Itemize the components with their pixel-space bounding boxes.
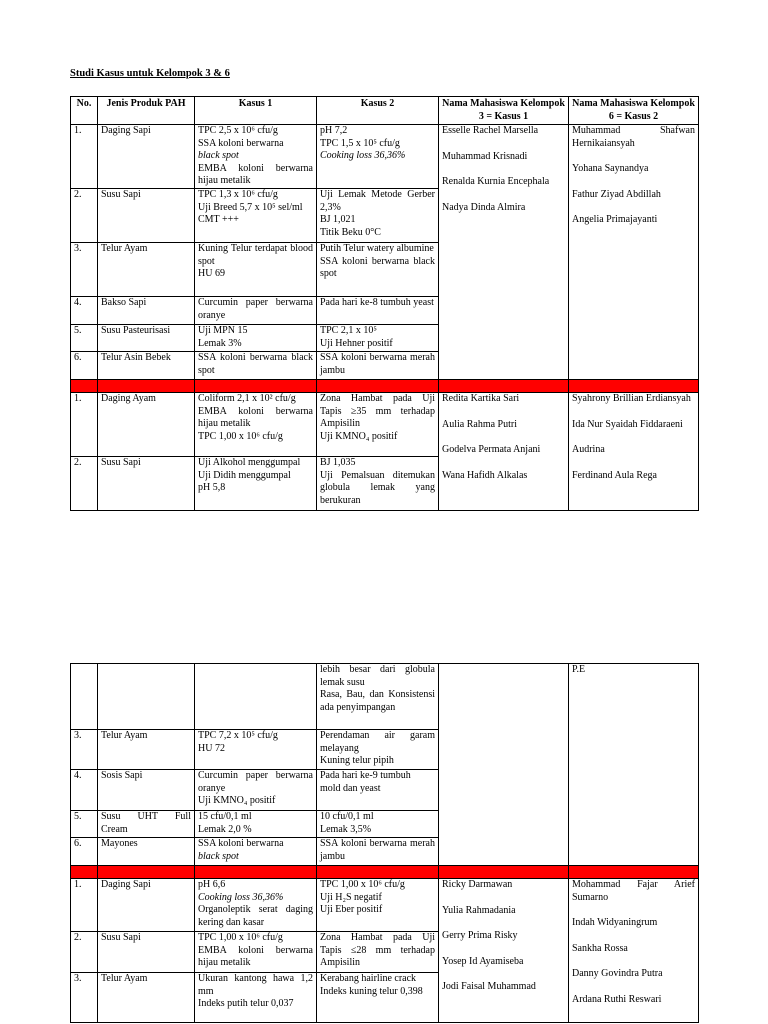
kasus-1-cell: TPC 2,5 x 10⁶ cfu/g SSA koloni berwarna black spot EMBA koloni berwarna hijau metalik	[195, 125, 317, 189]
group-separator	[71, 866, 699, 879]
kelompok-3-names	[439, 125, 569, 380]
row-number: 4.	[71, 770, 98, 811]
kasus-1-cell: TPC 1,00 x 10⁶ cfu/g EMBA koloni berwarna hijau metalik	[195, 932, 317, 973]
row-number: 4.	[71, 297, 98, 325]
product-name: Telur Ayam	[98, 243, 195, 297]
kasus-1-cell: 15 cfu/0,1 ml Lemak 2,0 %	[195, 811, 317, 838]
student-name: Nadya Dinda Almira	[442, 201, 526, 213]
table-row	[71, 393, 699, 457]
kasus-1-cell	[195, 664, 317, 730]
page-title: Studi Kasus untuk Kelompok 3 & 6	[70, 68, 230, 79]
kelompok-3-names	[439, 664, 569, 866]
product-name: Susu Sapi	[98, 457, 195, 511]
product-name: Daging Sapi	[98, 879, 195, 932]
kasus-2-cell: Pada hari ke-8 tumbuh yeast	[317, 297, 439, 325]
kasus-1-cell: Curcumin paper berwarna oranye Uji KMNO₄ positif	[195, 770, 317, 811]
product-name: Bakso Sapi	[98, 297, 195, 325]
kasus-1-cell: Uji Alkohol menggumpal Uji Didih menggumpal pH 5,8	[195, 457, 317, 511]
student-name: P.E	[572, 664, 586, 675]
kasus-2-cell: 10 cfu/0,1 ml Lemak 3,5%	[317, 811, 439, 838]
product-name: Telur Ayam	[98, 730, 195, 770]
product-name: Susu Sapi	[98, 932, 195, 973]
kasus-2-cell: Kerabang hairline crack Indeks kuning telur 0,398	[317, 973, 439, 1023]
row-number: 2.	[71, 932, 98, 973]
product-name: Daging Ayam	[98, 393, 195, 457]
table-row	[71, 879, 699, 932]
kasus-2-cell: TPC 2,1 x 10⁵ Uji Hehner positif	[317, 325, 439, 352]
student-name: Ferdinand Aula Rega	[572, 469, 657, 481]
student-name: Indah Widyaningrum	[572, 917, 658, 928]
kasus-2-cell: pH 7,2 TPC 1,5 x 10⁵ cfu/g Cooking loss 36,36%	[317, 125, 439, 189]
kasus-1-cell: TPC 1,3 x 10⁶ cfu/g Uji Breed 5,7 x 10⁵ sel/ml CMT +++	[195, 189, 317, 243]
student-name: Esselle Rachel Marsella	[442, 125, 539, 136]
row-number: 1.	[71, 393, 98, 457]
kelompok-6-names	[569, 125, 699, 380]
kasus-1-cell: Curcumin paper berwarna oranye	[195, 297, 317, 325]
kelompok-3-names	[439, 879, 569, 1023]
kasus-1-cell: pH 6,6 Cooking loss 36,36% Organoleptik serat daging kering dan kasar	[195, 879, 317, 932]
product-name: Daging Sapi	[98, 125, 195, 189]
row-number: 2.	[71, 457, 98, 511]
student-name: Danny Govindra Putra	[572, 968, 663, 979]
kasus-2-cell: Zona Hambat pada Uji Tapis ≥35 mm terhadap Ampisilin Uji KMNO₄ positif	[317, 393, 439, 457]
row-number: 2.	[71, 189, 98, 243]
table-row	[71, 664, 699, 730]
product-name: Susu Sapi	[98, 189, 195, 243]
kasus-2-cell: SSA koloni berwarna merah jambu	[317, 838, 439, 866]
student-name: Muhammad Krisnadi	[442, 150, 528, 162]
row-number: 6.	[71, 352, 98, 380]
group-separator	[71, 380, 699, 393]
student-name: Angelia Primajayanti	[572, 214, 658, 225]
student-name: Wana Hafidh Alkalas	[442, 469, 528, 481]
kasus-1-cell: Coliform 2,1 x 10² cfu/g EMBA koloni berwarna hijau metalik TPC 1,00 x 10⁶ cfu/g	[195, 393, 317, 457]
student-name: Ricky Darmawan	[442, 879, 513, 890]
student-name: Gerry Prima Risky	[442, 930, 518, 941]
student-name: Redita Kartika Sari	[442, 393, 520, 404]
header-produk: Jenis Produk PAH	[98, 97, 195, 125]
kasus-1-cell: Kuning Telur terdapat blood spot HU 69	[195, 243, 317, 297]
student-name: Ida Nur Syaidah Fiddaraeni	[572, 418, 683, 430]
kasus-1-cell: TPC 7,2 x 10⁵ cfu/g HU 72	[195, 730, 317, 770]
row-number: 1.	[71, 879, 98, 932]
student-name: Fathur Ziyad Abdillah	[572, 188, 661, 200]
product-name: Susu UHT Full Cream	[98, 811, 195, 838]
kasus-2-cell: Putih Telur watery albumine SSA koloni berwarna black spot	[317, 243, 439, 297]
kasus-2-cell: Perendaman air garam melayang Kuning telur pipih	[317, 730, 439, 770]
header-kasus-2: Kasus 2	[317, 97, 439, 125]
product-name: Susu Pasteurisasi	[98, 325, 195, 352]
kasus-2-cell: Zona Hambat pada Uji Tapis ≤28 mm terhadap Ampisilin	[317, 932, 439, 973]
row-number	[71, 664, 98, 730]
header-kasus-1: Kasus 1	[195, 97, 317, 125]
kasus-2-cell: Uji Lemak Metode Gerber 2,3% BJ 1,021 Titik Beku 0°C	[317, 189, 439, 243]
kasus-1-cell: Ukuran kantong hawa 1,2 mm Indeks putih telur 0,037	[195, 973, 317, 1023]
table-row	[71, 125, 699, 189]
student-name: Yohana Saynandya	[572, 163, 649, 174]
student-name: Jodi Faisal Muhammad	[442, 981, 536, 992]
student-name: Godelva Permata Anjani	[442, 444, 541, 455]
kelompok-6-names	[569, 664, 699, 866]
kasus-1-cell: Uji MPN 15 Lemak 3%	[195, 325, 317, 352]
student-name: Aulia Rahma Putri	[442, 418, 517, 430]
kelompok-3-names	[439, 393, 569, 511]
row-number: 1.	[71, 125, 98, 189]
product-name: Telur Asin Bebek	[98, 352, 195, 380]
student-name: Syahrony Brillian Erdiansyah	[572, 393, 691, 404]
case-table-page-1	[70, 96, 699, 511]
header-kelompok-3: Nama Mahasiswa Kelompok 3 = Kasus 1	[439, 97, 569, 125]
product-name	[98, 664, 195, 730]
table-header-row	[71, 97, 699, 125]
header-kelompok-6: Nama Mahasiswa Kelompok 6 = Kasus 2	[569, 97, 699, 125]
kelompok-6-names	[569, 393, 699, 511]
header-no: No.	[71, 97, 98, 125]
student-name: Muhammad Shafwan Hernikaiansyah	[572, 125, 695, 149]
kasus-2-cell: TPC 1,00 x 10⁶ cfu/g Uji H₂S negatif Uji Eber positif	[317, 879, 439, 932]
student-name: Ardana Ruthi Reswari	[572, 993, 662, 1005]
kasus-2-cell: lebih besar dari globula lemak susu Rasa, Bau, dan Konsistensi ada penyimpangan	[317, 664, 439, 730]
product-name: Mayones	[98, 838, 195, 866]
student-name: Yosep Id Ayamiseba	[442, 955, 524, 967]
product-name: Telur Ayam	[98, 973, 195, 1023]
row-number: 6.	[71, 838, 98, 866]
student-name: Audrina	[572, 444, 605, 455]
student-name: Yulia Rahmadania	[442, 904, 516, 916]
kasus-1-cell: SSA koloni berwarna black spot	[195, 838, 317, 866]
row-number: 5.	[71, 325, 98, 352]
student-name: Renalda Kurnia Encephala	[442, 176, 550, 187]
kasus-2-cell: BJ 1,035 Uji Pemalsuan ditemukan globula lemak yang berukuran	[317, 457, 439, 511]
kasus-1-cell: SSA koloni berwarna black spot	[195, 352, 317, 380]
kasus-2-cell: Pada hari ke-9 tumbuh mold dan yeast	[317, 770, 439, 811]
student-name: Sankha Rossa	[572, 942, 628, 954]
case-table-page-2	[70, 663, 699, 1023]
row-number: 5.	[71, 811, 98, 838]
kelompok-6-names	[569, 879, 699, 1023]
kasus-2-cell: SSA koloni berwarna merah jambu	[317, 352, 439, 380]
row-number: 3.	[71, 243, 98, 297]
row-number: 3.	[71, 973, 98, 1023]
student-name: Mohammad Fajar Arief Sumarno	[572, 879, 695, 903]
product-name: Sosis Sapi	[98, 770, 195, 811]
row-number: 3.	[71, 730, 98, 770]
